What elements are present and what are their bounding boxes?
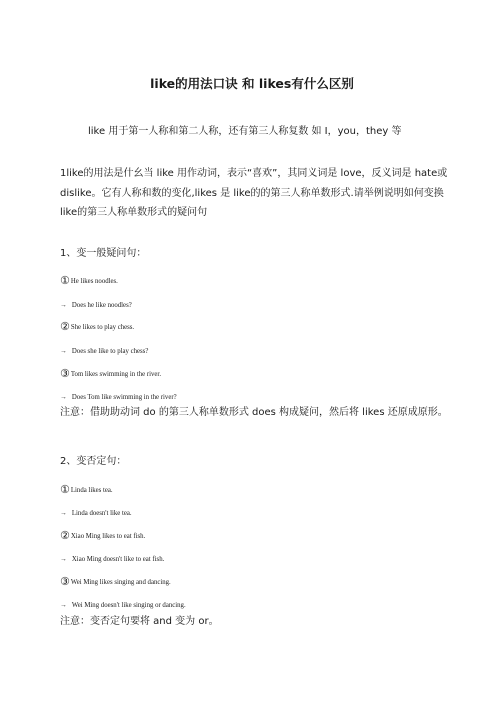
note-2: 注意：变否定句要将 and 变为 or。 [60, 616, 219, 627]
marker: ② [60, 529, 70, 542]
example-text: Linda likes tea. [70, 487, 113, 494]
example-text: Wei Ming doesn't like singing or dancing. [71, 602, 186, 609]
example-text: Xiao Ming doesn't like to eat fish. [71, 556, 165, 563]
transformed-sentence [60, 500, 132, 519]
transformed-sentence [60, 546, 164, 565]
example-sentence [60, 477, 113, 496]
arrow-icon: → [60, 302, 67, 309]
example-text: Wei Ming likes singing and dancing. [70, 579, 171, 586]
transformed-sentence [60, 384, 177, 403]
marker: ② [60, 320, 70, 333]
example-sentence [60, 268, 118, 287]
transformed-sentence [60, 338, 148, 357]
transformed-sentence [60, 592, 186, 611]
example-text: Does he like noodles? [71, 302, 132, 309]
example-text: Does Tom like swimming in the river? [71, 394, 177, 401]
example-text: Does she like to play chess? [71, 348, 149, 355]
document-title: like的用法口诀 和 likes有什么区别 [150, 76, 354, 91]
section2-heading: 2、变否定句： [60, 456, 127, 467]
arrow-icon: → [60, 348, 67, 355]
arrow-icon: → [60, 394, 67, 401]
marker: ① [60, 483, 70, 496]
transformed-sentence [60, 292, 132, 311]
arrow-icon: → [60, 556, 67, 563]
example-text: Linda doesn't like tea. [71, 510, 132, 517]
example-sentence [60, 523, 145, 542]
note-1: 注意：借助助动词 do 的第三人称单数形式 does 构成疑问，然后将 likes 还原成原形。 [60, 407, 448, 418]
arrow-icon: → [60, 602, 67, 609]
example-sentence [60, 569, 171, 588]
intro-line: like 用于第一人称和第二人称，还有第三人称复数 如 I，you，they 等 [88, 126, 402, 137]
example-sentence [60, 361, 161, 380]
section1-heading: 1、变一般疑问句： [60, 248, 147, 259]
arrow-icon: → [60, 510, 67, 517]
example-text: He likes noodles. [70, 278, 118, 285]
example-sentence [60, 314, 134, 333]
marker: ① [60, 274, 70, 287]
example-text: Tom likes swimming in the river. [70, 371, 162, 378]
explanation-paragraph: 1like的用法是什幺当 like 用作动词，表示“喜欢”，其同义词是 love，反义词是 hate或 dislike。它有人称和数的变化,likes 是 like的的第三人称单数形式.请举例说明如何变换 like的第三人称单数形式的疑问句 [60, 168, 448, 218]
marker: ③ [60, 367, 70, 380]
example-text: Xiao Ming likes to eat fish. [70, 533, 146, 540]
example-text: She likes to play chess. [70, 324, 135, 331]
marker: ③ [60, 575, 70, 588]
